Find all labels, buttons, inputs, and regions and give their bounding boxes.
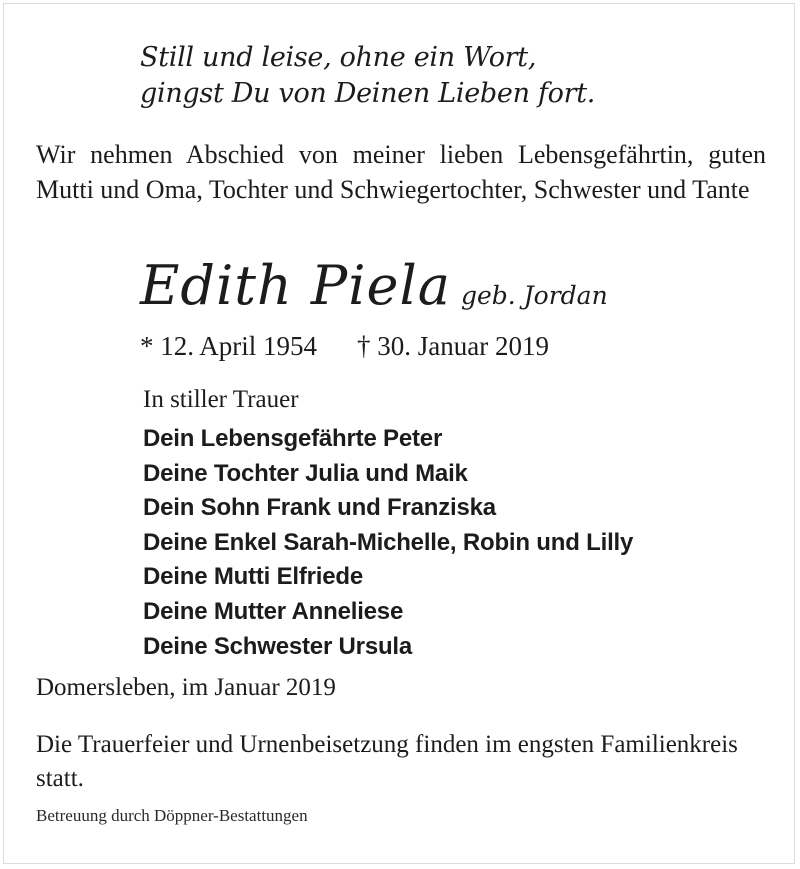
deceased-name: Edith Piela (140, 254, 451, 317)
poem-line-1: Still und leise, ohne ein Wort, (140, 42, 537, 73)
mourners-list (143, 422, 633, 664)
life-dates (140, 331, 549, 362)
death-date: † 30. Januar 2019 (357, 331, 549, 361)
undertaker-credit: Betreuung durch Döppner-Bestattungen (36, 806, 308, 825)
mourner-item: Deine Schwester Ursula (143, 632, 413, 660)
mourning-heading: In stiller Trauer (143, 386, 299, 413)
maiden-name: geb. Jordan (460, 281, 608, 310)
mourner-item: Dein Lebensgefährte Peter (143, 425, 443, 452)
ceremony-note: Die Trauerfeier und Urnenbeisetzung finden im engsten Familienkreis statt. (36, 731, 738, 792)
poem-line-2: gingst Du von Deinen Lieben fort. (140, 78, 596, 109)
place-date: Domersleben, im Januar 2019 (36, 674, 336, 701)
mourner-item: Deine Mutter Anneliese (143, 597, 404, 625)
birth-date: * 12. April 1954 (140, 331, 318, 361)
deceased-name-line (140, 254, 608, 317)
intro-text: Wir nehmen Abschied von meiner lieben Lebensgefährtin, guten Mutti und Oma, Tochter und Schwiegertochter, Schwester und Tante (36, 140, 766, 204)
poem (140, 40, 595, 112)
mourner-item: Deine Tochter Julia und Maik (143, 459, 468, 487)
mourner-item: Dein Sohn Frank und Franziska (143, 494, 496, 522)
mourner-item: Deine Mutti Elfriede (143, 563, 364, 591)
mourner-item: Deine Enkel Sarah-Michelle, Robin und Lilly (143, 528, 634, 556)
